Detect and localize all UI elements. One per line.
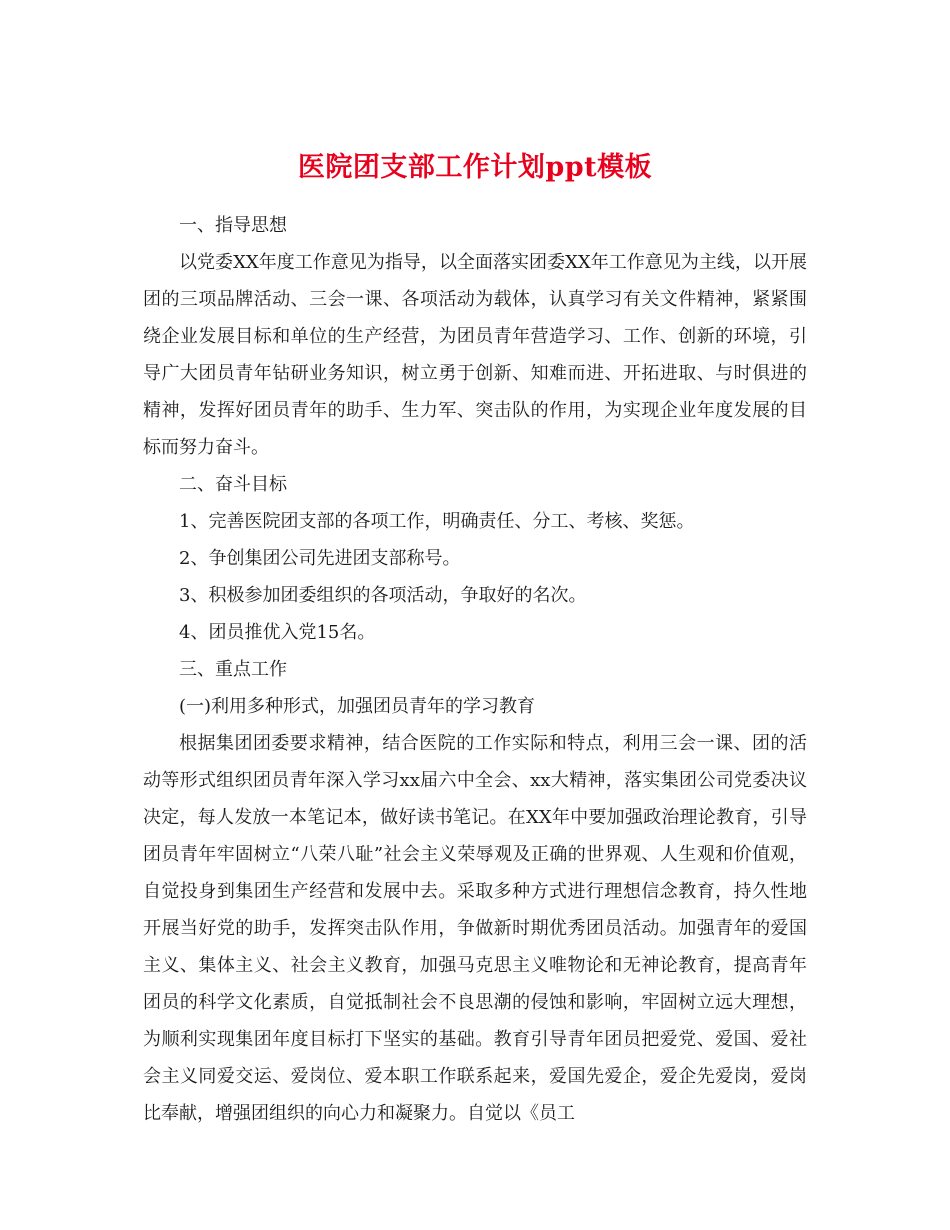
goal-item-2: 2、争创集团公司先进团支部称号。 — [179, 548, 461, 569]
paragraph-study-education: 根据集团团委要求精神，结合医院的工作实际和特点，利用三会一课、团的活动等形式组织团员青年深入学习xx届六中全会、xx大精神，落实集团公司党委决议决定，每人发放一本笔记本，做好读书笔记。在XX年中要加强政治理论教育，引导团员青年牢固树立“八荣八耻”社会主义荣辱观及正确的世界观、人生观和价值观，自觉投身到集团生产经营和发展中去。采取多种方式进行理想信念教育，持久性地开展当好党的助手，发挥突击队作用，争做新时期优秀团员活动。加强青年的爱国主义、集体主义、社会主义教育，加强马克思主义唯物论和无神论教育，提高青年团员的科学文化素质，自觉抵制社会不良思潮的侵蚀和影响，牢固树立远大理想，为顺利实现集团年度目标打下坚实的基础。教育引导青年团员把爱党、爱国、爱社会主义同爱交运、爱岗位、爱本职工作联系起来，爱国先爱企，爱企先爱岗，爱岗比奉献，增强团组织的向心力和凝聚力。自觉以《员工 — [143, 733, 807, 1124]
section-heading-goals: 二、奋斗目标 — [179, 474, 287, 495]
subsection-heading-study-education: (一)利用多种形式，加强团员青年的学习教育 — [179, 696, 536, 717]
document-body — [143, 207, 807, 1132]
document-title: 医院团支部工作计划ppt模板 — [297, 152, 653, 184]
section-heading-guiding-ideology: 一、指导思想 — [179, 215, 287, 236]
goal-item-3: 3、积极参加团委组织的各项活动，争取好的名次。 — [179, 585, 587, 606]
goal-item-1: 1、完善医院团支部的各项工作，明确责任、分工、考核、奖惩。 — [179, 511, 695, 532]
paragraph-guiding-ideology: 以党委XX年度工作意见为指导，以全面落实团委XX年工作意见为主线，以开展团的三项品牌活动、三会一课、各项活动为载体，认真学习有关文件精神，紧紧围绕企业发展目标和单位的生产经营，为团员青年营造学习、工作、创新的环境，引导广大团员青年钻研业务知识，树立勇于创新、知难而进、开拓进取、与时俱进的精神，发挥好团员青年的助手、生力军、突击队的作用，为实现企业年度发展的目标而努力奋斗。 — [143, 252, 807, 458]
section-heading-key-work: 三、重点工作 — [179, 659, 287, 680]
goal-item-4: 4、团员推优入党15名。 — [179, 622, 376, 643]
